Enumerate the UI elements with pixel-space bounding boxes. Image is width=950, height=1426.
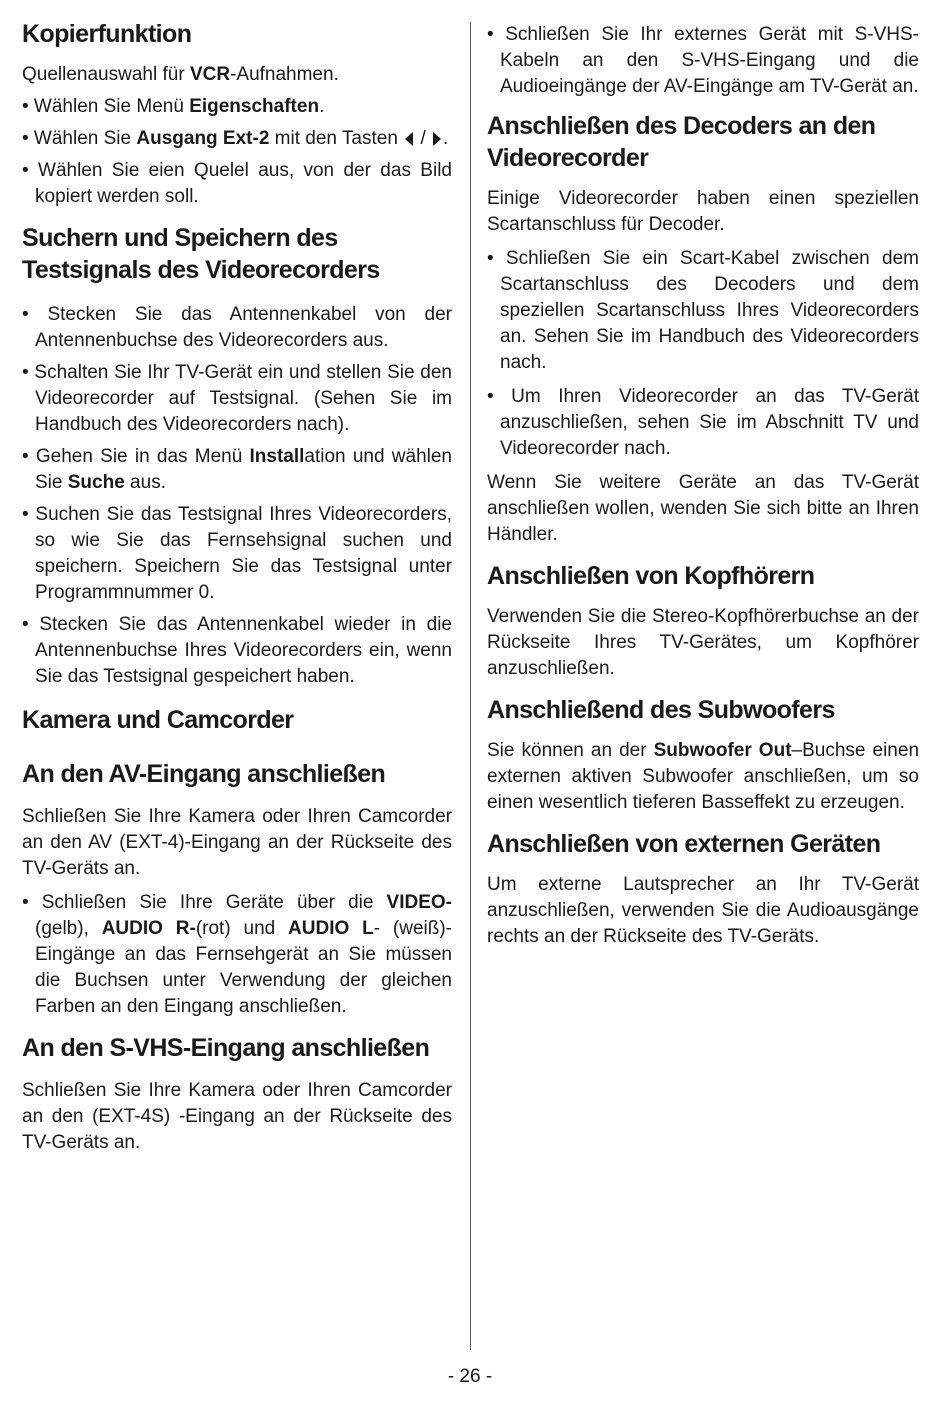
page-number: - 26 - (447, 1366, 493, 1387)
decoder-paragraph-1: Einige Videorecorder haben einen speziellen Scartanschluss für Decoder. (487, 188, 919, 235)
decoder-bullet-1: • Schließen Sie ein Scart-Kabel zwischen dem Scartanschluss des Decoders und dem speziellen Scartanschluss Ihres Videorecorders an. Sehen Sie im Handbuch des Videorecorders nach. (487, 248, 919, 373)
heading-suchern: Suchern und Speichern des Testsignals des Videorecorders (22, 224, 380, 284)
triangle-right-icon (433, 132, 441, 146)
right-column (487, 22, 919, 950)
av-paragraph: Schließen Sie Ihre Kamera oder Ihren Camcorder an den AV (EXT-4)-Eingang an der Rückseite des TV-Geräts an. (22, 806, 452, 879)
column-divider (470, 22, 471, 1350)
heading-kamera: Kamera und Camcorder (22, 706, 294, 734)
kopier-bullet-2: • Wählen Sie Ausgang Ext-2 mit den Tasten / . (22, 128, 449, 149)
heading-kopfhoerer: Anschließen von Kopfhörern (487, 562, 815, 590)
heading-kopierfunktion: Kopierfunktion (22, 20, 192, 48)
svhs-paragraph: Schließen Sie Ihre Kamera oder Ihren Camcorder an den (EXT-4S) -Eingang an der Rückseite des TV-Geräts an. (22, 1080, 452, 1153)
kopfhoerer-paragraph: Verwenden Sie die Stereo-Kopfhörerbuchse an der Rückseite Ihres TV-Gerätes, um Kopfhörer anzuschließen. (487, 606, 919, 679)
triangle-left-icon (405, 132, 413, 146)
suchern-bullet-2: • Schalten Sie Ihr TV-Gerät ein und stellen Sie den Videorecorder auf Testsignal. (Sehen Sie im Handbuch des Videorecorders nach). (22, 362, 452, 435)
kopier-intro: Quellenauswahl für VCR-Aufnahmen. (22, 64, 339, 85)
suchern-bullet-5: • Stecken Sie das Antennenkabel wieder in die Antennenbuchse Ihres Videorecorders ein, wenn Sie das Testsignal gespeichert haben. (22, 614, 452, 687)
av-bullet-1: • Schließen Sie Ihre Geräte über die VIDEO- (gelb), AUDIO R-(rot) und AUDIO L- (weiß)- Eingänge an das Fernsehgerät an Sie müssen die Buchsen unter Verwendung der gleichen Farben an den Eingang anschließen. (22, 892, 452, 1017)
kopier-bullet-3: • Wählen Sie eien Quelel aus, von der das Bild kopiert werden soll. (22, 160, 452, 207)
heading-subwoofer: Anschließend des Subwoofers (487, 696, 835, 724)
decoder-bullet-2: • Um Ihren Videorecorder an das TV-Gerät anzuschließen, sehen Sie im Abschnitt TV und Videorecorder nach. (487, 386, 919, 459)
heading-decoder: Anschließen des Decoders an den Videorecorder (487, 112, 876, 172)
suchern-bullet-3: • Gehen Sie in das Menü Installation und wählen Sie Suche aus. (22, 446, 452, 493)
heading-av-eingang: An den AV-Eingang anschließen (22, 760, 386, 788)
svhs-bullet: • Schließen Sie Ihr externes Gerät mit S-VHS-Kabeln an den S-VHS-Eingang und die Audioeingänge der AV-Eingänge am TV-Gerät an. (487, 24, 919, 97)
decoder-paragraph-2: Wenn Sie weitere Geräte an das TV-Gerät anschließen wollen, wenden Sie sich bitte an Ihren Händler. (487, 472, 919, 545)
kopier-bullet-1: • Wählen Sie Menü Eigenschaften. (22, 96, 325, 117)
heading-externe-geraete: Anschließen von externen Geräten (487, 830, 881, 858)
left-column (22, 18, 452, 1156)
suchern-bullet-4: • Suchen Sie das Testsignal Ihres Videorecorders, so wie Sie das Fernsehsignal suchen und speichern. Speichern Sie das Testsignal unter Programmnummer 0. (22, 504, 452, 603)
suchern-bullet-1: • Stecken Sie das Antennenkabel von der Antennenbuchse des Videorecorders aus. (22, 304, 452, 351)
extern-paragraph: Um externe Lautsprecher an Ihr TV-Gerät anzuschließen, verwenden Sie die Audioausgänge rechts an der Rückseite des TV-Geräts. (487, 874, 919, 947)
heading-svhs-eingang: An den S-VHS-Eingang anschließen (22, 1034, 430, 1062)
subwoofer-paragraph: Sie können an der Subwoofer Out–Buchse einen externen aktiven Subwoofer anschließen, um so einen wesentlich tieferen Basseffekt zu erzeugen. (487, 740, 920, 813)
